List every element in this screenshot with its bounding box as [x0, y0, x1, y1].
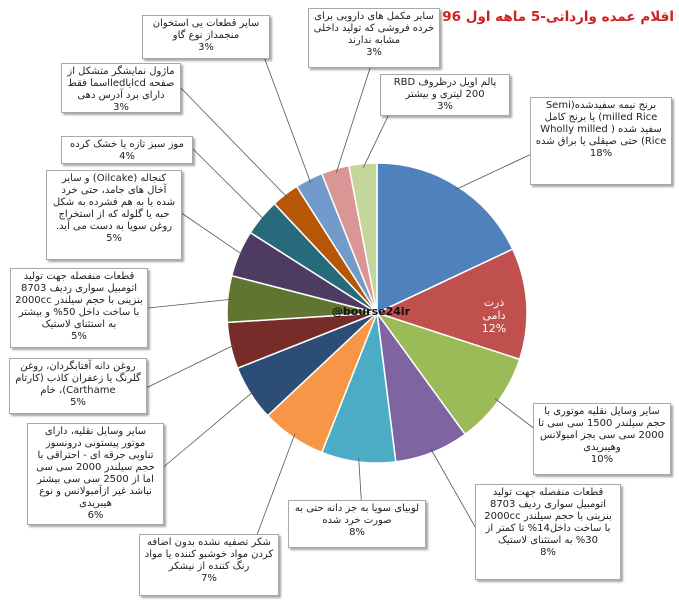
- data-label-9-text: کنجاله (Oilcake) و سایر آخال های جامد، حتی خرد شده یا به هم فشرده به شکل حبه یا گلوله که از استخراج روغن سویا به دست می آید.: [52, 173, 176, 232]
- data-label-9-value: 5%: [106, 233, 122, 244]
- leader-line-6: [160, 391, 254, 470]
- data-label-11-text: ماژول نمایشگر متشکل از صفحه lcdیاledاسما فقط دارای برد آدرس دهی: [67, 66, 175, 101]
- chart-title: اقلام عمده وارداتی-5 ماهه اول 96: [442, 9, 674, 25]
- leader-line-2: [495, 399, 536, 430]
- data-label-0: [530, 97, 672, 185]
- data-label-8-value: 5%: [71, 331, 87, 342]
- leader-line-3: [431, 449, 478, 532]
- leader-line-7: [146, 345, 235, 388]
- data-label-10: [61, 136, 193, 164]
- leader-line-8: [148, 299, 232, 308]
- data-label-12: [142, 15, 270, 59]
- data-label-6: [27, 423, 164, 525]
- data-label-3: [475, 484, 621, 580]
- data-label-9: [46, 170, 182, 260]
- data-label-7-text: روغن دانه آفتابگردان، روغن گلرنگ یا زعفران کاذب (کارتام Carthame)، خام: [15, 361, 141, 396]
- data-label-4-value: 8%: [349, 527, 365, 538]
- data-label-2-text: سایر وسایل نقلیه موتوری با حجم سیلندر 1500 سی سی تا 2000 سی سی بجز امبولانس وهیبریدی: [538, 406, 666, 453]
- data-label-10-value: 4%: [119, 151, 135, 162]
- data-label-5: [139, 534, 279, 596]
- watermark-text: @bourse24ir: [331, 305, 411, 318]
- data-label-12-value: 3%: [198, 42, 214, 53]
- data-label-0-text: برنج نیمه سفیدشده(Semi milled Rice) یا برنج کامل سفید شده ( Wholly milled Rice) حتی صیقلی یا براق شده: [535, 100, 667, 147]
- leader-line-14: [363, 112, 390, 168]
- data-label-2: [533, 403, 671, 475]
- data-label-3-value: 8%: [540, 547, 556, 558]
- leader-line-13: [336, 62, 372, 173]
- data-label-14-text: پالم اویل درظروف RBD 200 لیتری و بیشتر: [393, 77, 497, 100]
- data-label-1: [468, 294, 520, 335]
- data-label-1-value: 12%: [481, 322, 507, 335]
- data-label-13-text: سایر مکمل های دارویی برای خرده فروشی که تولید داخلی مشابه ندارند: [313, 11, 435, 46]
- data-label-11: [61, 63, 181, 113]
- data-label-3-text: قطعات منفصله جهت تولید اتومبیل سواری ردیف 8703 بنزینی با حجم سیلندر 2000cc با ساخت داخل14% تا کمتر از 30% به استثنای لاستیک: [484, 487, 612, 546]
- data-label-6-text: سایر وسایل نقلیه، دارای موتور پیستونی درونسوز تناوبی جرقه ای - احتراقی با حجم سیلندر 2000 سی سی اما از 2500 سی سی بیشتر نباشد غیر ازآمبولانس و نوع هیبریدی: [36, 426, 155, 509]
- data-label-10-text: موز سبز تازه یا خشک کرده: [70, 139, 184, 150]
- data-label-7: [9, 358, 147, 414]
- data-label-5-text: شکر تصفیه نشده بدون اضافه کردن مواد خوشبو کننده یا مواد رنگ کننده از نیشکر: [144, 537, 274, 572]
- data-label-12-text: سایر قطعات یی استخوان منجمداز نوع گاو: [152, 18, 260, 41]
- data-label-4-text: لوبیای سویا به جز دانه حتی به صورت خرد شده: [294, 503, 420, 526]
- data-label-1-text: ذرت دامی: [482, 296, 506, 322]
- data-label-14: [380, 74, 510, 116]
- data-label-8: [10, 268, 148, 348]
- data-label-0-value: 18%: [589, 148, 613, 159]
- data-label-8-text: قطعات منفصله جهت تولید اتومبیل سواری ردیف 8703 بنزینی با حجم سیلندر 2000cc با ساخت داخل 50% و بیشتر به استثنای لاستیک: [15, 271, 143, 330]
- leader-line-9: [180, 212, 243, 255]
- data-label-11-value: 3%: [113, 102, 129, 113]
- data-label-6-value: 6%: [87, 510, 104, 521]
- leader-line-10: [192, 148, 265, 220]
- leader-line-0: [455, 150, 540, 190]
- data-label-13: [308, 8, 440, 68]
- leader-line-11: [178, 85, 288, 198]
- data-label-2-value: 10%: [590, 454, 614, 465]
- data-label-14-value: 3%: [437, 101, 453, 112]
- data-label-7-value: 5%: [70, 397, 86, 408]
- data-label-4: [288, 500, 426, 548]
- data-label-5-value: 7%: [201, 573, 217, 584]
- data-label-13-value: 3%: [366, 47, 382, 58]
